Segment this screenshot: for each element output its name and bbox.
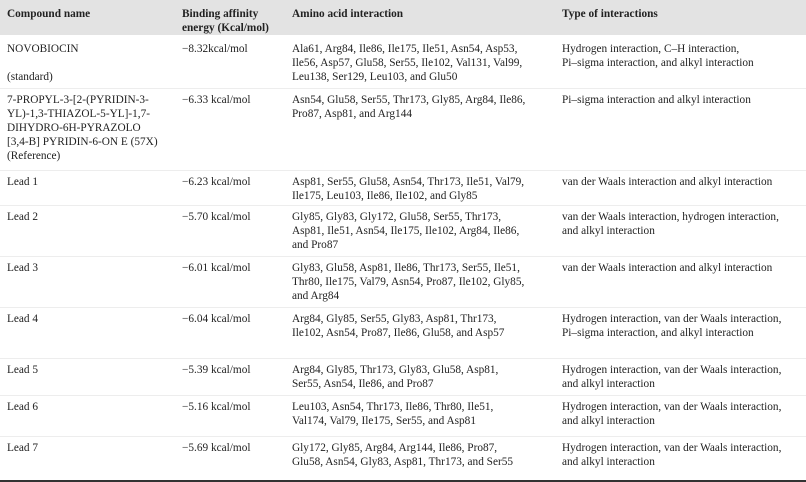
compound-name-cell [7, 175, 38, 189]
interaction-type-cell-line: van der Waals interaction and alkyl interaction [562, 262, 773, 274]
interaction-type-cell-line: Hydrogen interaction, van der Waals interaction, [562, 442, 782, 454]
compound-name-cell-line: NOVOBIOCIN [7, 43, 79, 55]
binding-energy-cell-line: −6.01 kcal/mol [182, 262, 251, 274]
row-divider [0, 170, 806, 171]
interaction-type-cell [562, 42, 754, 70]
compound-name-cell-line: Lead 6 [7, 401, 39, 413]
amino-acid-cell-line: Thr80, Ile175, Val79, Asn54, Pro87, Ile102, Gly85, [292, 276, 525, 288]
amino-acid-cell [292, 175, 524, 203]
interaction-type-cell-line: and alkyl interaction [562, 378, 655, 390]
amino-acid-cell-line: Gly172, Gly85, Arg84, Arg144, Ile86, Pro87, [292, 442, 498, 454]
amino-acid-cell [292, 42, 522, 84]
binding-energy-cell-line: −6.04 kcal/mol [182, 313, 251, 325]
amino-acid-cell-line: and Arg84 [292, 290, 340, 302]
amino-acid-cell [292, 210, 519, 252]
compound-name-cell-line: Lead 4 [7, 313, 39, 325]
binding-energy-cell-line: −5.69 kcal/mol [182, 442, 251, 454]
binding-energy-cell [182, 175, 251, 189]
amino-acid-cell [292, 261, 524, 303]
interaction-type-cell [562, 175, 772, 189]
amino-acid-cell-line: Ser55, Asn54, Ile86, and Pro87 [292, 378, 434, 390]
header-amino-acid: Amino acid interaction [292, 8, 404, 20]
interaction-type-cell-line: Pi–sigma interaction, and alkyl interaction [562, 327, 754, 339]
binding-energy-cell-line: −6.23 kcal/mol [182, 176, 251, 188]
compound-name-cell [7, 363, 38, 377]
compound-name-cell [7, 42, 79, 84]
amino-acid-cell-line: Ala61, Arg84, Ile86, Ile175, Ile51, Asn54, Asp53, [292, 43, 518, 55]
amino-acid-cell [292, 93, 525, 121]
interaction-type-cell [562, 400, 781, 428]
header-interaction-type: Type of interactions [562, 8, 658, 20]
interaction-type-cell [562, 93, 751, 107]
row-divider [0, 88, 806, 89]
binding-energy-cell-line: −6.33 kcal/mol [182, 94, 251, 106]
binding-energy-cell [182, 93, 251, 107]
amino-acid-cell-line: Arg84, Gly85, Thr173, Gly83, Glu58, Asp81, [292, 364, 499, 376]
compound-name-cell-line: (Reference) [7, 150, 61, 162]
compound-name-cell [7, 210, 38, 224]
amino-acid-cell [292, 363, 498, 391]
interaction-type-cell-line: van der Waals interaction, hydrogen interaction, [562, 211, 779, 223]
amino-acid-cell-line: Glu58, Asn54, Gly83, Asp81, Thr173, and Ser55 [292, 456, 514, 468]
interaction-type-cell [562, 312, 781, 340]
compound-name-cell-line: [3,4-B] PYRIDIN-6-ON E (57X) [7, 136, 158, 148]
interaction-type-cell-line: Hydrogen interaction, van der Waals interaction, [562, 313, 782, 325]
compound-name-cell [7, 400, 38, 414]
amino-acid-cell-line: Ile175, Leu103, Ile86, Ile102, and Gly85 [292, 190, 478, 202]
binding-energy-cell [182, 312, 251, 326]
amino-acid-cell-line: Arg84, Gly85, Ser55, Gly83, Asp81, Thr173, [292, 313, 497, 325]
compound-name-cell [7, 261, 38, 275]
binding-energy-cell-line: −5.39 kcal/mol [182, 364, 251, 376]
amino-acid-cell-line: Asp81, Ser55, Glu58, Asn54, Thr173, Ile51, Val79, [292, 176, 525, 188]
amino-acid-cell-line: Ile56, Asp57, Glu58, Ser55, Ile102, Val131, Val99, [292, 57, 523, 69]
header-binding-line-2: energy (Kcal/mol) [182, 22, 269, 34]
amino-acid-cell [292, 441, 513, 469]
compound-name-cell-line: Lead 1 [7, 176, 39, 188]
amino-acid-cell-line: Gly83, Glu58, Asp81, Ile86, Thr173, Ser55, Ile51, [292, 262, 520, 274]
compound-name-cell-line: Lead 2 [7, 211, 39, 223]
header-compound-name: Compound name [7, 8, 91, 20]
amino-acid-cell-line: Leu138, Ser129, Leu103, and Glu50 [292, 71, 458, 83]
amino-acid-cell-line: Asn54, Glu58, Ser55, Thr173, Gly85, Arg84, Ile86, [292, 94, 526, 106]
interaction-type-cell [562, 210, 779, 238]
row-divider [0, 395, 806, 396]
compound-name-cell-line: DIHYDRO-6H-PYRAZOLO [7, 122, 141, 134]
compound-name-cell [7, 312, 38, 326]
interaction-type-cell [562, 441, 781, 469]
compound-name-cell-line [7, 56, 79, 70]
amino-acid-cell-line: Ile102, Asn54, Pro87, Ile86, Glu58, and Asp57 [292, 327, 505, 339]
amino-acid-cell-line: Asp81, Ile51, Asn54, Ile175, Ile102, Arg84, Ile86, [292, 225, 520, 237]
interaction-type-cell [562, 261, 772, 275]
row-divider [0, 358, 806, 359]
amino-acid-cell-line: Val174, Val79, Ile175, Ser55, and Asp81 [292, 415, 476, 427]
table-header [0, 0, 806, 35]
binding-energy-cell [182, 400, 251, 414]
compound-name-cell-line: Lead 7 [7, 442, 39, 454]
compound-name-cell [7, 93, 158, 163]
interaction-type-cell-line: Pi–sigma interaction, and alkyl interaction [562, 57, 754, 69]
compound-name-cell [7, 441, 38, 455]
amino-acid-cell-line: Gly85, Gly83, Gly172, Glu58, Ser55, Thr173, [292, 211, 502, 223]
interaction-type-cell-line: Hydrogen interaction, van der Waals interaction, [562, 364, 782, 376]
binding-energy-cell-line: −8.32kcal/mol [182, 43, 248, 55]
binding-energy-cell [182, 363, 251, 377]
binding-energy-cell [182, 261, 251, 275]
amino-acid-cell [292, 312, 504, 340]
row-divider [0, 256, 806, 257]
binding-energy-cell [182, 42, 248, 56]
interaction-type-cell-line: and alkyl interaction [562, 225, 655, 237]
amino-acid-cell [292, 400, 493, 428]
header-binding-affinity [182, 7, 269, 35]
compound-name-cell-line: Lead 5 [7, 364, 39, 376]
interaction-type-cell-line: van der Waals interaction and alkyl interaction [562, 176, 773, 188]
row-divider [0, 307, 806, 308]
binding-energy-cell [182, 210, 251, 224]
amino-acid-cell-line: Leu103, Asn54, Thr173, Ile86, Thr80, Ile51, [292, 401, 494, 413]
interaction-type-cell-line: and alkyl interaction [562, 456, 655, 468]
binding-energy-cell-line: −5.70 kcal/mol [182, 211, 251, 223]
row-divider [0, 205, 806, 206]
interaction-type-cell [562, 363, 781, 391]
amino-acid-cell-line: and Pro87 [292, 239, 339, 251]
binding-energy-cell [182, 441, 251, 455]
compound-name-cell-line: Lead 3 [7, 262, 39, 274]
interaction-type-cell-line: Hydrogen interaction, C–H interaction, [562, 43, 740, 55]
compound-name-cell-line: 7-PROPYL-3-[2-(PYRIDIN-3- [7, 94, 149, 106]
amino-acid-cell-line: Pro87, Asp81, and Arg144 [292, 108, 412, 120]
header-binding-line-1: Binding affinity [182, 8, 259, 20]
interaction-type-cell-line: Pi–sigma interaction and alkyl interaction [562, 94, 751, 106]
compound-name-cell-line: YL)-1,3-THIAZOL-5-YL]-1,7- [7, 108, 151, 120]
interaction-type-cell-line: Hydrogen interaction, van der Waals interaction, [562, 401, 782, 413]
row-divider [0, 436, 806, 437]
binding-energy-cell-line: −5.16 kcal/mol [182, 401, 251, 413]
compound-name-cell-line: (standard) [7, 71, 53, 83]
interaction-type-cell-line: and alkyl interaction [562, 415, 655, 427]
